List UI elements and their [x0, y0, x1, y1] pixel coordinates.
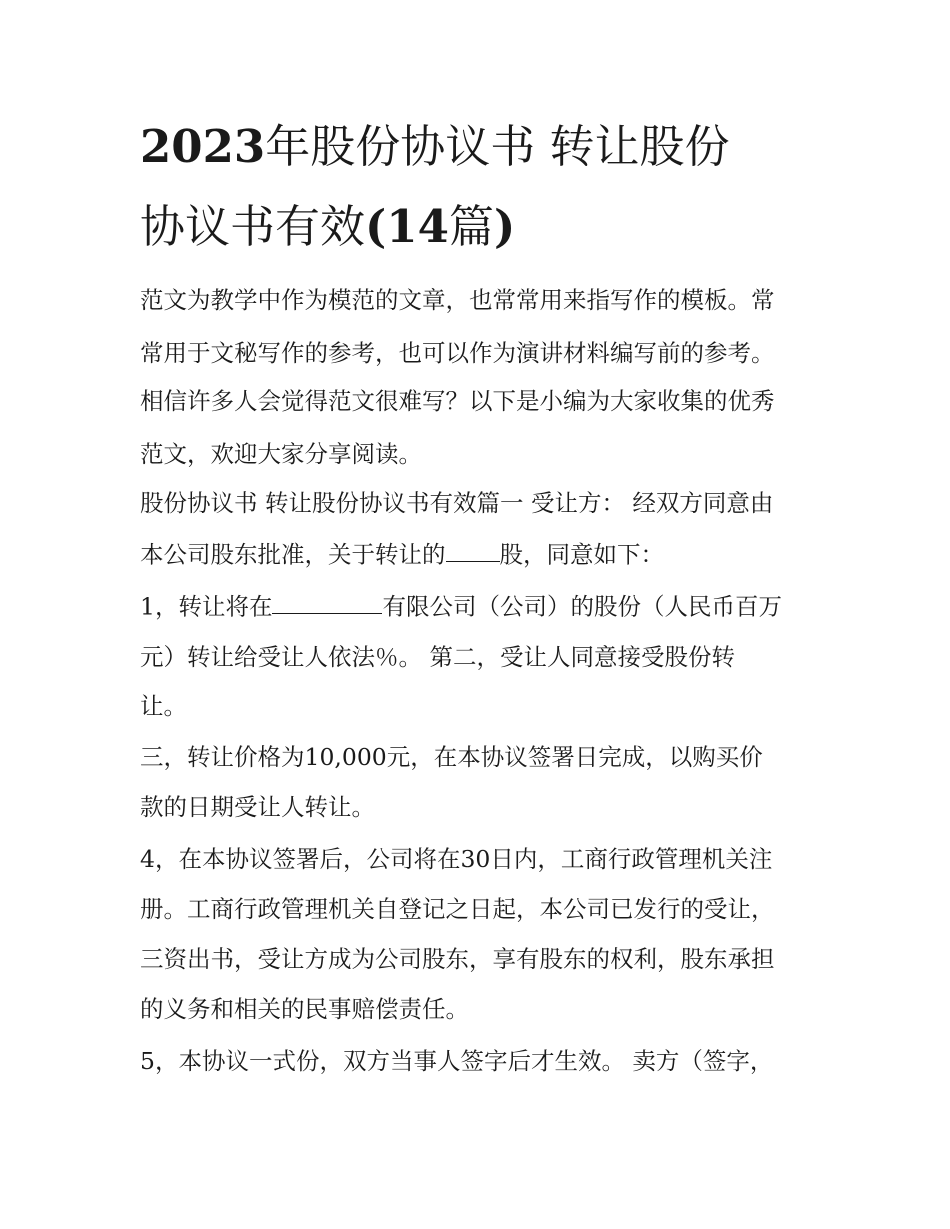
body-line [140, 591, 782, 620]
title-close-paren: ) [493, 200, 516, 253]
body-line: 4，在本协议签署后，公司将在30日内，工商行政管理机关注 [140, 845, 773, 873]
document-title-line-1 [140, 120, 820, 173]
body-line: 三，转让价格为10,000元，在本协议签署日完成，以购买价 [140, 743, 763, 771]
body-line: 常用于文秘写作的参考，也可以作为演讲材料编写前的参考。 [140, 339, 775, 367]
title-text-2: 协议书有效 [140, 200, 366, 253]
body-line: 股份协议书 转让股份协议书有效篇一 受让方： 经双方同意由 [140, 489, 774, 517]
fill-in-blank [446, 539, 500, 562]
body-line: 款的日期受让人转让。 [140, 793, 375, 821]
line-text: 本公司股东批准，关于转让的 [140, 540, 446, 569]
body-line: 三资出书，受让方成为公司股东，享有股东的权利，股东承担 [140, 945, 775, 973]
body-line: 的义务和相关的民事赔偿责任。 [140, 995, 469, 1023]
body-line: 相信许多人会觉得范文很难写？以下是小编为大家收集的优秀 [140, 387, 775, 415]
document-title-line-2 [140, 200, 820, 253]
line-text: 股，同意如下： [499, 540, 664, 569]
body-line: 5，本协议一式份，双方当事人签字后才生效。 卖方（签字， [140, 1047, 774, 1075]
body-line: 范文为教学中作为模范的文章，也常常用来指写作的模板。常 [140, 286, 775, 314]
line-text: 有限公司（公司）的股份（人民币百万 [382, 592, 782, 621]
title-unit: 篇 [448, 200, 494, 253]
title-text-1: 年股份协议书 转让股份 [265, 120, 730, 173]
title-count: (14 [365, 200, 449, 253]
body-line: 元）转让给受让人依法％。 第二，受让人同意接受股份转 [140, 643, 735, 671]
fill-in-blank [272, 591, 382, 614]
body-line: 让。 [140, 692, 187, 720]
body-line: 范文，欢迎大家分享阅读。 [140, 440, 422, 468]
body-line: 册。工商行政管理机关自登记之日起，本公司已发行的受让， [140, 895, 775, 923]
title-year: 2023 [140, 120, 266, 173]
line-text: 1，转让将在 [140, 592, 273, 621]
body-line [140, 539, 664, 568]
